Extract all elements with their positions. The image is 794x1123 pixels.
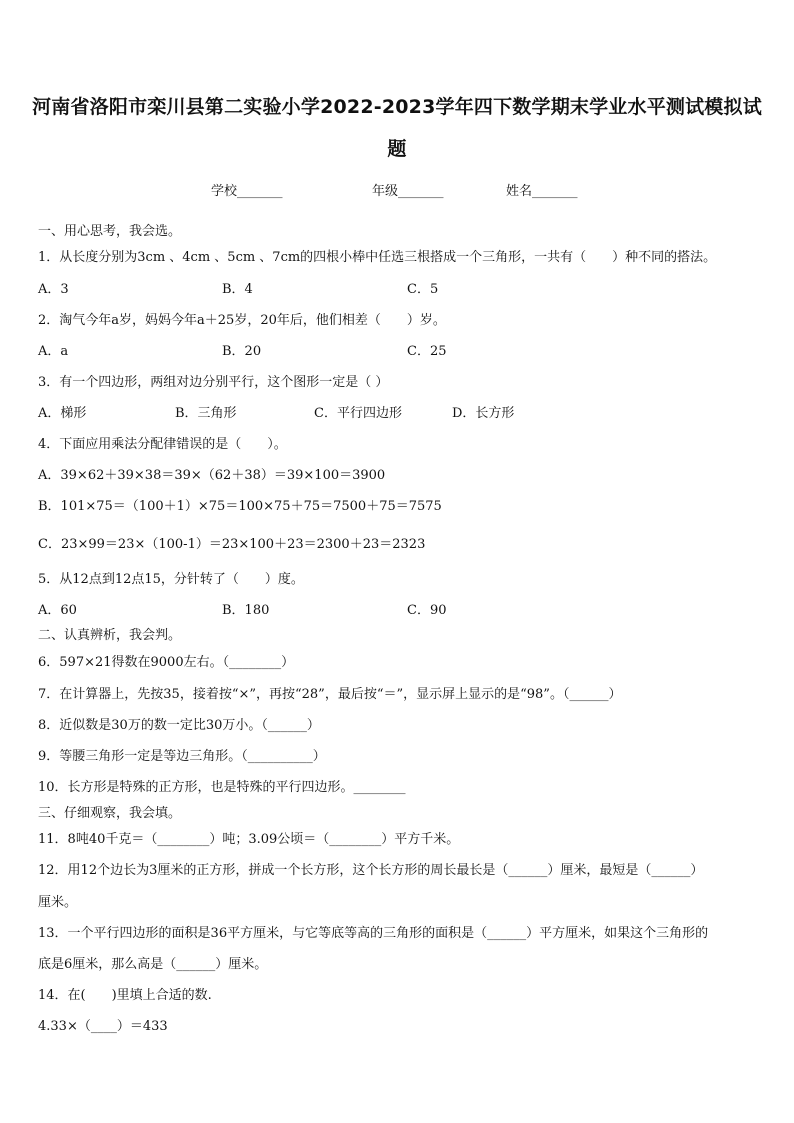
section-heading-2: 二、认真辨析，我会判。 xyxy=(38,628,182,643)
school-field: 学校_______ xyxy=(211,184,283,199)
question-13: 13．一个平行四边形的面积是36平方厘米，与它等底等高的三角形的面积是（______）平方厘米，如果这个三角形的 xyxy=(38,926,709,941)
question-12-continued: 厘米。 xyxy=(38,895,78,910)
question-8: 8．近似数是30万的数一定比30万小。（______） xyxy=(38,718,320,733)
question-12: 12．用12个边长为3厘米的正方形，拼成一个长方形，这个长方形的周长最长是（______）厘米，最短是（______） xyxy=(38,863,704,878)
q5-option-a: A．60 xyxy=(38,603,77,618)
question-4: 4．下面应用乘法分配律错误的是（ ）。 xyxy=(38,437,287,452)
question-11: 11．8吨40千克＝（________）吨；3.09公顷＝（________）平方千米。 xyxy=(38,832,460,847)
title-line-1: 河南省洛阳市栾川县第二实验小学2022-2023学年四下数学期末学业水平测试模拟试 xyxy=(32,96,762,118)
q3-option-d: D．长方形 xyxy=(452,406,515,421)
q4-option-b: B．101×75＝（100＋1）×75＝100×75＋75＝7500＋75＝7575 xyxy=(38,499,442,514)
name-field: 姓名_______ xyxy=(506,184,578,199)
q3-option-a: A．梯形 xyxy=(38,406,87,421)
title-line-2: 题 xyxy=(387,138,407,160)
section-heading-1: 一、用心思考，我会选。 xyxy=(38,224,182,239)
q2-option-b: B．20 xyxy=(222,344,262,359)
q1-option-c: C．5 xyxy=(407,282,439,297)
section-heading-3: 三、仔细观察，我会填。 xyxy=(38,806,182,821)
question-14-equation: 4.33×（____）＝433 xyxy=(38,1019,168,1034)
question-13-continued: 底是6厘米，那么高是（______）厘米。 xyxy=(38,957,268,972)
q4-option-a: A．39×62＋39×38＝39×（62＋38）＝39×100＝3900 xyxy=(38,468,386,483)
question-1: 1．从长度分别为3cm 、4cm 、5cm 、7cm的四根小棒中任选三根搭成一个三角形，一共有（ ）种不同的搭法。 xyxy=(38,250,717,265)
question-14: 14．在( )里填上合适的数. xyxy=(38,988,212,1003)
q5-option-c: C．90 xyxy=(407,603,447,618)
grade-field: 年级_______ xyxy=(372,184,444,199)
q2-option-c: C．25 xyxy=(407,344,447,359)
exam-title xyxy=(20,86,774,170)
q3-option-c: C．平行四边形 xyxy=(314,406,402,421)
q5-option-b: B．180 xyxy=(222,603,270,618)
question-9: 9．等腰三角形一定是等边三角形。（__________） xyxy=(38,749,326,764)
q4-option-c: C．23×99＝23×（100-1）＝23×100＋23＝2300＋23＝2323 xyxy=(38,537,426,552)
question-10: 10．长方形是特殊的正方形，也是特殊的平行四边形。________ xyxy=(38,780,406,795)
question-6: 6．597×21得数在9000左右。（________） xyxy=(38,655,295,670)
question-5: 5．从12点到12点15，分针转了（ ）度。 xyxy=(38,572,304,587)
q1-option-a: A．3 xyxy=(38,282,69,297)
q3-option-b: B．三角形 xyxy=(175,406,237,421)
question-7: 7．在计算器上，先按35，接着按“×”，再按“28”，最后按“＝”，显示屏上显示的是“98”。（______） xyxy=(38,687,622,702)
question-2: 2．淘气今年a岁，妈妈今年a＋25岁，20年后，他们相差（ ）岁。 xyxy=(38,313,446,328)
q1-option-b: B．4 xyxy=(222,282,253,297)
q2-option-a: A．a xyxy=(38,344,69,359)
question-3: 3．有一个四边形，两组对边分别平行，这个图形一定是（ ） xyxy=(38,375,389,390)
